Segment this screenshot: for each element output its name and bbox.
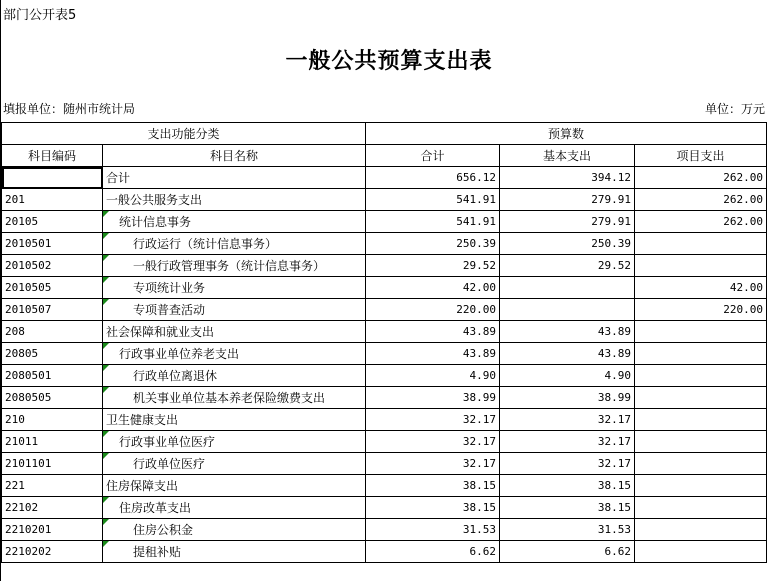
table-row — [2, 453, 767, 475]
subject-name-text: 住房公积金 — [133, 523, 194, 537]
table-row — [2, 321, 767, 343]
basic-expenditure-cell[interactable]: 32.17 — [500, 409, 635, 431]
header-subject-code[interactable]: 科目编码 — [2, 145, 103, 167]
total-cell[interactable]: 31.53 — [366, 519, 500, 541]
total-cell[interactable]: 32.17 — [366, 431, 500, 453]
total-cell[interactable]: 32.17 — [366, 453, 500, 475]
subject-name-cell[interactable] — [103, 541, 366, 563]
basic-expenditure-cell[interactable]: 43.89 — [500, 321, 635, 343]
cell-note-indicator-icon — [103, 387, 109, 393]
project-expenditure-cell[interactable] — [635, 255, 767, 277]
table-row — [2, 365, 767, 387]
subject-name-cell[interactable]: 住房保障支出 — [103, 475, 366, 497]
basic-expenditure-cell[interactable]: 4.90 — [500, 365, 635, 387]
total-cell[interactable]: 43.89 — [366, 321, 500, 343]
header-group-row — [2, 123, 767, 145]
header-column-row — [2, 145, 767, 167]
basic-expenditure-cell[interactable] — [500, 299, 635, 321]
basic-expenditure-cell[interactable]: 29.52 — [500, 255, 635, 277]
project-expenditure-cell[interactable]: 42.00 — [635, 277, 767, 299]
total-cell[interactable]: 250.39 — [366, 233, 500, 255]
subject-code-cell[interactable]: 2210202 — [2, 541, 103, 563]
project-expenditure-cell[interactable]: 262.00 — [635, 167, 767, 189]
subject-name-cell[interactable] — [103, 431, 366, 453]
table-row — [2, 541, 767, 563]
total-cell[interactable]: 656.12 — [366, 167, 500, 189]
basic-expenditure-cell[interactable]: 32.17 — [500, 431, 635, 453]
subject-code-cell[interactable]: 20105 — [2, 211, 103, 233]
subject-name-text: 提租补贴 — [133, 545, 182, 559]
basic-expenditure-cell[interactable] — [500, 277, 635, 299]
subject-name-text: 行政单位医疗 — [133, 457, 206, 471]
basic-expenditure-cell[interactable]: 394.12 — [500, 167, 635, 189]
total-cell[interactable]: 541.91 — [366, 189, 500, 211]
header-project-expenditure[interactable]: 项目支出 — [635, 145, 767, 167]
table-row — [2, 167, 767, 189]
header-group-functional-classification[interactable]: 支出功能分类 — [2, 123, 366, 145]
subject-name-cell[interactable] — [103, 453, 366, 475]
budget-table — [1, 122, 767, 563]
subject-name-text: 住房改革支出 — [119, 501, 192, 515]
project-expenditure-cell[interactable] — [635, 519, 767, 541]
subject-name-cell[interactable] — [103, 387, 366, 409]
cell-note-indicator-icon — [103, 497, 109, 503]
header-total[interactable]: 合计 — [366, 145, 500, 167]
subject-name-cell[interactable]: 卫生健康支出 — [103, 409, 366, 431]
table-row — [2, 343, 767, 365]
table-row — [2, 255, 767, 277]
subject-name-cell[interactable] — [103, 497, 366, 519]
project-expenditure-cell[interactable]: 262.00 — [635, 189, 767, 211]
subject-name-cell[interactable] — [103, 211, 366, 233]
cell-note-indicator-icon — [103, 541, 109, 547]
subject-name-text: 行政事业单位养老支出 — [119, 347, 240, 361]
total-cell[interactable]: 42.00 — [366, 277, 500, 299]
table-row — [2, 189, 767, 211]
subject-code-cell[interactable]: 210 — [2, 409, 103, 431]
total-cell[interactable]: 38.99 — [366, 387, 500, 409]
cell-note-indicator-icon — [103, 233, 109, 239]
subject-name-cell[interactable] — [103, 277, 366, 299]
project-expenditure-cell[interactable]: 262.00 — [635, 211, 767, 233]
subject-code-cell[interactable] — [2, 167, 103, 189]
cell-note-indicator-icon — [103, 211, 109, 217]
project-expenditure-cell[interactable] — [635, 343, 767, 365]
sheet-label: 部门公开表5 — [3, 8, 77, 23]
subject-code-cell[interactable]: 21011 — [2, 431, 103, 453]
table-body — [2, 167, 767, 563]
project-expenditure-cell[interactable]: 220.00 — [635, 299, 767, 321]
basic-expenditure-cell[interactable]: 38.15 — [500, 497, 635, 519]
total-cell[interactable]: 4.90 — [366, 365, 500, 387]
project-expenditure-cell[interactable] — [635, 321, 767, 343]
project-expenditure-cell[interactable] — [635, 387, 767, 409]
table-row — [2, 431, 767, 453]
basic-expenditure-cell[interactable]: 43.89 — [500, 343, 635, 365]
basic-expenditure-cell[interactable]: 279.91 — [500, 211, 635, 233]
project-expenditure-cell[interactable] — [635, 431, 767, 453]
basic-expenditure-cell[interactable]: 38.15 — [500, 475, 635, 497]
header-basic-expenditure[interactable]: 基本支出 — [500, 145, 635, 167]
total-cell[interactable]: 541.91 — [366, 211, 500, 233]
project-expenditure-cell[interactable] — [635, 365, 767, 387]
cell-note-indicator-icon — [103, 343, 109, 349]
subject-name-text: 专项统计业务 — [133, 281, 206, 295]
subject-name-text: 行政事业单位医疗 — [119, 435, 216, 449]
subject-name-cell[interactable] — [103, 255, 366, 277]
subject-name-text: 机关事业单位基本养老保险缴费支出 — [133, 391, 326, 405]
subject-name-cell[interactable] — [103, 519, 366, 541]
table-row — [2, 475, 767, 497]
cell-note-indicator-icon — [103, 453, 109, 459]
subject-name-cell[interactable] — [103, 343, 366, 365]
subject-name-cell[interactable] — [103, 299, 366, 321]
header-subject-name[interactable]: 科目名称 — [103, 145, 366, 167]
project-expenditure-cell[interactable] — [635, 453, 767, 475]
basic-expenditure-cell[interactable]: 6.62 — [500, 541, 635, 563]
subject-code-cell[interactable]: 201 — [2, 189, 103, 211]
subject-name-text: 一般行政管理事务（统计信息事务） — [133, 259, 326, 273]
subject-code-cell[interactable]: 2010505 — [2, 277, 103, 299]
total-cell[interactable]: 38.15 — [366, 475, 500, 497]
subject-name-cell[interactable]: 社会保障和就业支出 — [103, 321, 366, 343]
subject-name-text: 行政单位离退休 — [133, 369, 218, 383]
subject-name-text: 专项普查活动 — [133, 303, 206, 317]
reporting-unit: 填报单位：随州市统计局 — [3, 102, 136, 116]
project-expenditure-cell[interactable] — [635, 475, 767, 497]
header-group-budget-amount[interactable]: 预算数 — [366, 123, 767, 145]
project-expenditure-cell[interactable] — [635, 233, 767, 255]
project-expenditure-cell[interactable] — [635, 497, 767, 519]
table-row — [2, 299, 767, 321]
total-cell[interactable]: 32.17 — [366, 409, 500, 431]
subject-name-cell[interactable]: 合计 — [103, 167, 366, 189]
table-row — [2, 409, 767, 431]
table-row — [2, 519, 767, 541]
basic-expenditure-cell[interactable]: 32.17 — [500, 453, 635, 475]
subject-name-cell[interactable] — [103, 233, 366, 255]
total-cell[interactable]: 43.89 — [366, 343, 500, 365]
total-cell[interactable]: 6.62 — [366, 541, 500, 563]
total-cell[interactable]: 29.52 — [366, 255, 500, 277]
total-cell[interactable]: 38.15 — [366, 497, 500, 519]
subject-code-cell[interactable]: 2080505 — [2, 387, 103, 409]
cell-note-indicator-icon — [103, 299, 109, 305]
cell-note-indicator-icon — [103, 255, 109, 261]
subject-name-cell[interactable] — [103, 365, 366, 387]
subject-name-text: 行政运行（统计信息事务） — [133, 237, 278, 251]
table-row — [2, 211, 767, 233]
table-row — [2, 233, 767, 255]
subject-code-cell[interactable]: 2101101 — [2, 453, 103, 475]
subject-code-cell[interactable]: 208 — [2, 321, 103, 343]
subject-code-cell[interactable]: 22102 — [2, 497, 103, 519]
page-title: 一般公共预算支出表 — [285, 48, 493, 74]
basic-expenditure-cell[interactable]: 279.91 — [500, 189, 635, 211]
subject-name-text: 统计信息事务 — [119, 215, 192, 229]
basic-expenditure-cell[interactable]: 250.39 — [500, 233, 635, 255]
subject-code-cell[interactable]: 221 — [2, 475, 103, 497]
table-row — [2, 387, 767, 409]
subject-code-cell[interactable]: 2010501 — [2, 233, 103, 255]
subject-code-cell[interactable]: 2010507 — [2, 299, 103, 321]
basic-expenditure-cell[interactable]: 31.53 — [500, 519, 635, 541]
cell-note-indicator-icon — [103, 365, 109, 371]
currency-unit: 单位：万元 — [704, 102, 765, 116]
basic-expenditure-cell[interactable]: 38.99 — [500, 387, 635, 409]
cell-note-indicator-icon — [103, 519, 109, 525]
project-expenditure-cell[interactable] — [635, 541, 767, 563]
subject-code-cell[interactable]: 2080501 — [2, 365, 103, 387]
project-expenditure-cell[interactable] — [635, 409, 767, 431]
subject-name-cell[interactable]: 一般公共服务支出 — [103, 189, 366, 211]
cell-note-indicator-icon — [103, 431, 109, 437]
subject-code-cell[interactable]: 2010502 — [2, 255, 103, 277]
table-row — [2, 277, 767, 299]
subject-code-cell[interactable]: 20805 — [2, 343, 103, 365]
cell-note-indicator-icon — [103, 277, 109, 283]
table-row — [2, 497, 767, 519]
subject-code-cell[interactable]: 2210201 — [2, 519, 103, 541]
total-cell[interactable]: 220.00 — [366, 299, 500, 321]
